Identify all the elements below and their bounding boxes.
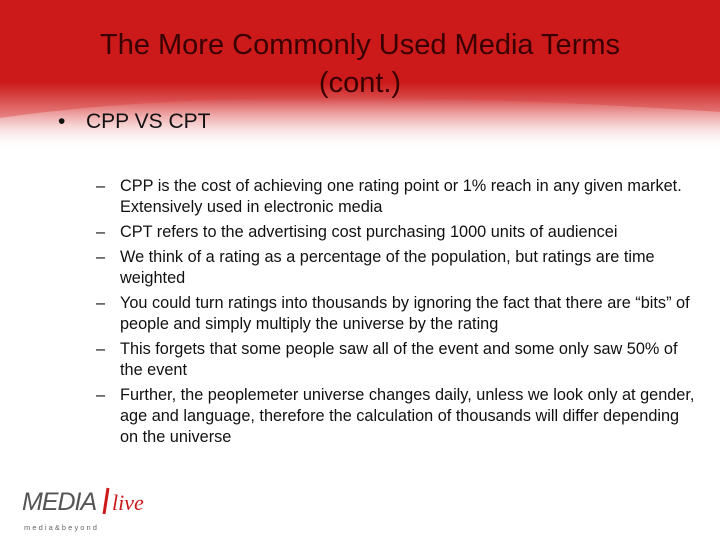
sub-bullet-text: We think of a rating as a percentage of the population, but ratings are time weighted	[120, 248, 655, 287]
bullet-text: CPP VS CPT	[86, 110, 211, 133]
main-bullet	[58, 110, 210, 134]
title-line-2: (cont.)	[318, 67, 402, 99]
sub-bullet-text: You could turn ratings into thousands by ignoring the fact that there are “bits” of people and simply multiply the universe by the rating	[120, 294, 690, 333]
sub-bullet-item	[96, 385, 696, 448]
sub-bullet-text: Further, the peoplemeter universe changes daily, unless we look only at gender, age and language, therefore the calculation of thousands will differ depending on the universe	[120, 386, 695, 446]
sub-bullet-item	[96, 339, 696, 381]
sub-bullet-item	[96, 293, 696, 335]
logo-media-text: MEDIA	[22, 488, 97, 516]
slide-title	[40, 26, 680, 102]
sub-bullet-item	[96, 247, 696, 289]
logo-live-text: live	[112, 490, 144, 515]
dash-marker: –	[96, 223, 106, 241]
sub-bullet-item	[96, 176, 696, 218]
logo-tagline: m e d i a & b e y o n d	[24, 523, 97, 532]
logo-red-slash	[104, 488, 108, 514]
bullet-marker: •	[58, 110, 66, 133]
sub-bullet-text: CPP is the cost of achieving one rating point or 1% reach in any given market. Extensively used in electronic media	[120, 177, 682, 216]
dash-marker: –	[96, 294, 106, 312]
sub-bullet-item	[96, 222, 696, 243]
sub-bullet-list	[96, 176, 696, 452]
sub-bullet-text: CPT refers to the advertising cost purchasing 1000 units of audiencei	[120, 223, 618, 241]
medialive-logo	[20, 484, 170, 534]
dash-marker: –	[96, 340, 106, 358]
dash-marker: –	[96, 248, 106, 266]
sub-bullet-text: This forgets that some people saw all of the event and some only saw 50% of the event	[120, 340, 678, 379]
title-line-1: The More Commonly Used Media Terms	[99, 29, 621, 61]
dash-marker: –	[96, 386, 106, 404]
dash-marker: –	[96, 177, 106, 195]
